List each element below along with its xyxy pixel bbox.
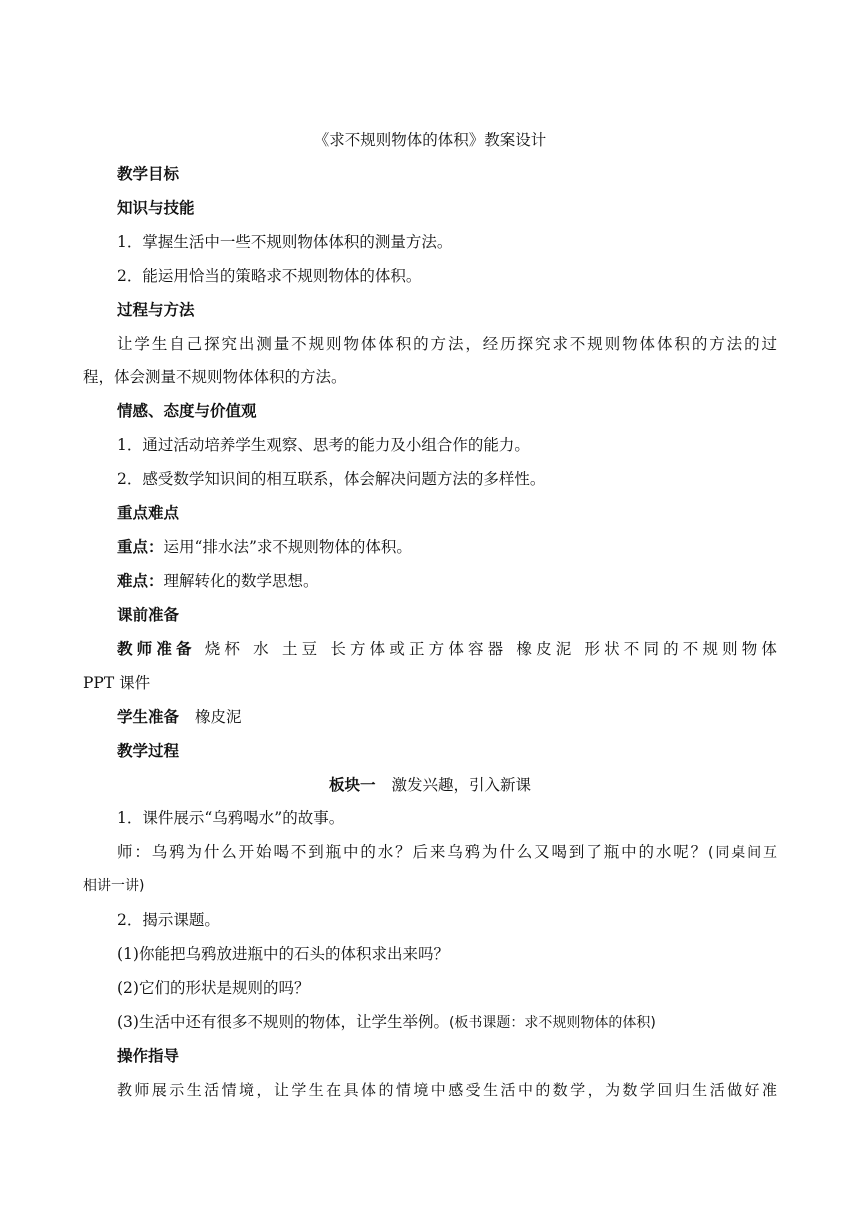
process-method-text-line2: 程，体会测量不规则物体体积的方法。 — [83, 368, 347, 386]
teacher-prep-item: 水 — [253, 640, 273, 658]
teacher-prep-line — [117, 638, 777, 660]
knowledge-heading: 知识与技能 — [117, 199, 195, 217]
teacher-question-line1 — [117, 841, 777, 864]
teaching-process-heading: 教学过程 — [117, 742, 180, 760]
teacher-prep-item: 土豆 — [281, 640, 322, 658]
student-prep-label: 学生准备 — [117, 708, 180, 726]
document-title: 《求不规则物体的体积》教案设计 — [313, 131, 547, 149]
teacher-prep-item: 橡皮泥 — [516, 640, 576, 658]
block-title: 激发兴趣，引入新课 — [391, 776, 532, 794]
teacher-question-text: 师：乌鸦为什么开始喝不到瓶中的水？后来乌鸦为什么又喝到了瓶中的水呢？ — [117, 843, 708, 861]
process-method-heading: 过程与方法 — [117, 301, 195, 319]
block-label: 板块一 — [328, 776, 376, 794]
guide-text: 教师展示生活情境，让学生在具体的情境中感受生活中的数学，为数学回归生活做好准 — [117, 1081, 777, 1099]
question-1: (1)你能把乌鸦放进瓶中的石头的体积求出来吗？ — [117, 945, 449, 963]
teacher-prep-item: 形状不同的不规则物体 — [584, 640, 777, 658]
difficulty-label: 难点： — [117, 572, 164, 590]
question-3-note: (板书课题：求不规则物体的体积) — [448, 1015, 656, 1031]
step-2: 2．揭示课题。 — [117, 911, 220, 929]
guide-heading: 操作指导 — [117, 1047, 180, 1065]
focus-label: 重点： — [117, 538, 164, 556]
student-prep-items: 橡皮泥 — [195, 708, 242, 726]
question-3 — [117, 1011, 777, 1034]
knowledge-item-1: 1．掌握生活中一些不规则物体体积的测量方法。 — [117, 233, 453, 251]
difficulty-line — [117, 570, 777, 592]
emotion-heading: 情感、态度与价值观 — [117, 402, 257, 420]
emotion-item-1: 1．通过活动培养学生观察、思考的能力及小组合作的能力。 — [117, 436, 530, 454]
knowledge-item-2: 2．能运用恰当的策略求不规则物体的体积。 — [117, 267, 422, 285]
step-1: 1．课件展示“乌鸦喝水”的故事。 — [117, 809, 345, 827]
question-3-text: (3)生活中还有很多不规则的物体，让学生举例。 — [117, 1013, 449, 1031]
teacher-question-note: (同桌间互 — [708, 845, 777, 861]
focus-text: 运用“排水法”求不规则物体的体积。 — [163, 538, 412, 556]
focus-line — [117, 536, 777, 558]
difficulty-text: 理解转化的数学思想。 — [163, 572, 319, 590]
teacher-prep-label: 教师准备 — [117, 640, 196, 658]
teacher-prep-overflow: PPT 课件 — [83, 674, 151, 692]
teacher-prep-item: 长方体或正方体容器 — [330, 640, 508, 658]
objectives-heading: 教学目标 — [117, 165, 180, 183]
preparation-heading: 课前准备 — [117, 606, 180, 624]
teacher-prep-item: 烧杯 — [204, 640, 245, 658]
process-method-text-line1: 让学生自己探究出测量不规则物体体积的方法，经历探究求不规则物体体积的方法的过 — [117, 335, 777, 353]
question-2: (2)它们的形状是规则的吗？ — [117, 979, 310, 997]
emotion-item-2: 2．感受数学知识间的相互联系，体会解决问题方法的多样性。 — [117, 470, 546, 488]
teacher-question-line2: 相讲一讲) — [83, 878, 145, 894]
student-prep-line — [117, 706, 777, 728]
key-points-heading: 重点难点 — [117, 504, 180, 522]
block-one-title — [83, 774, 777, 796]
